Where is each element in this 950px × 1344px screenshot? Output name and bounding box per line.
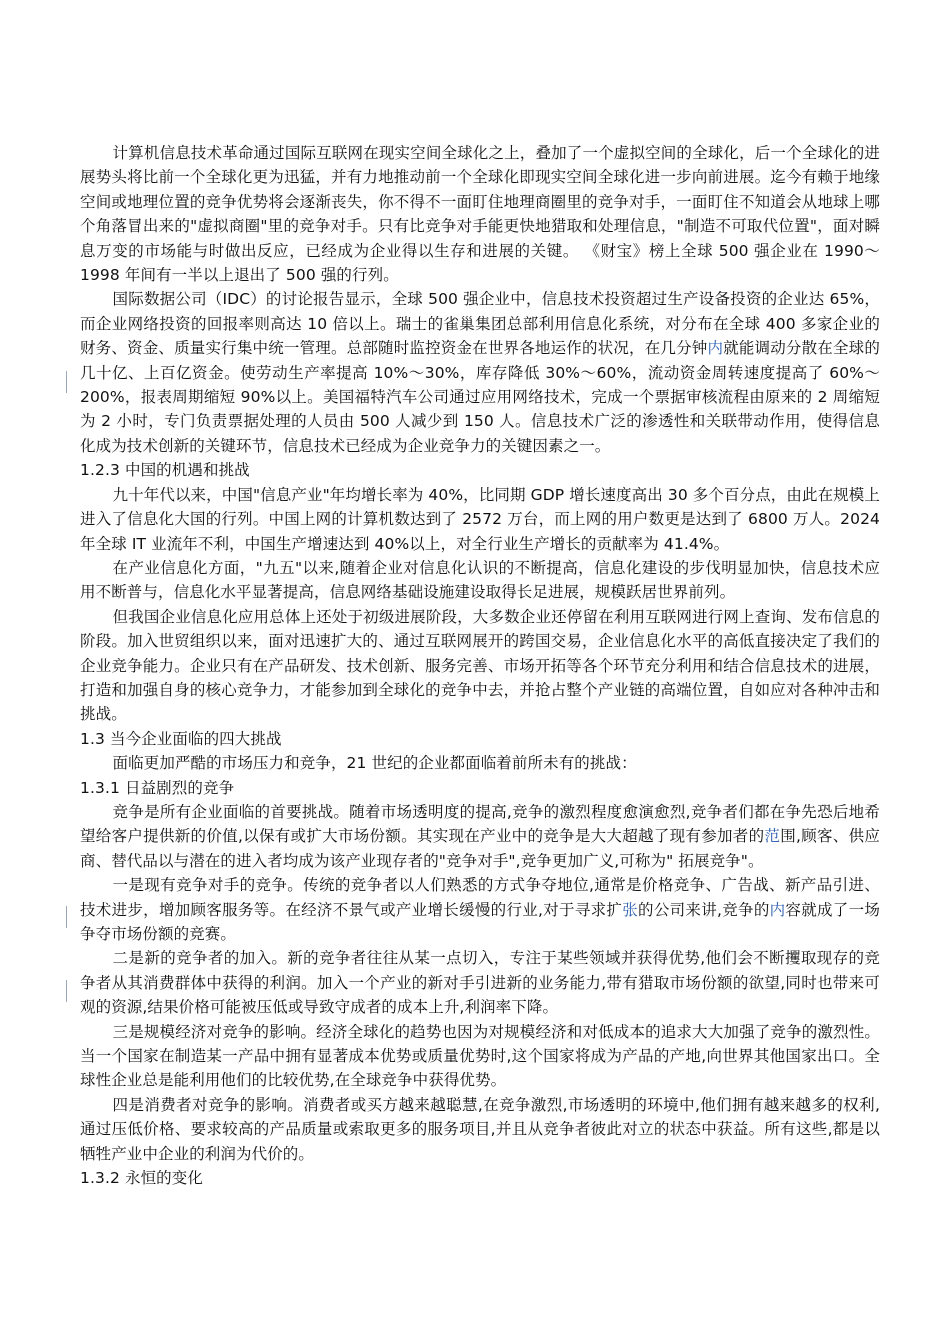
paragraph-text: 竞争是所有企业面临的首要挑战。随着市场透明度的提高,竞争的激烈程度愈演愈烈,竞争者们都在争先恐后地希望给客户提供新的价值,以保有或扩大市场份额。其实现在产业中的竞争是大大超越了现有参加者的 bbox=[80, 802, 880, 846]
paragraph: 但我国企业信息化应用总体上还处于初级进展阶段，大多数企业还停留在利用互联网进行网上查询、发布信息的阶段。加入世贸组织以来，面对迅速扩大的、通过互联网展开的跨国交易，企业信息化水平的高低直接决定了我们的企业竞争能力。企业只有在产品研发、技术创新、服务完善、市场开拓等各个环节充分利用和结合信息技术的进展，打造和加强自身的核心竞争力，才能参加到全球化的竞争中去，并抢占整个产业链的高端位置，自如应对各种冲击和挑战。 bbox=[80, 607, 880, 724]
paragraph-text: 容就成了一场争夺市场份额的竞赛。 bbox=[80, 900, 880, 943]
paragraph: 面临更加严酷的市场压力和竞争，21 世纪的企业都面临着前所未有的挑战： bbox=[112, 754, 637, 773]
paragraph: 计算机信息技术革命通过国际互联网在现实空间全球化之上，叠加了一个虚拟空间的全球化，后一个全球化的进展势头将比前一个全球化更为迅猛，并有力地推动前一个全球化即现实空间全球化进一步向前进展。迄今有赖于地缘空间或地理位置的竞争优势将会逐渐丧失，你不得不一面盯住地理商圈里的竞争对手，一面盯住不知道会从地球上哪个角落冒出来的"虚拟商圈"里的竞争对手。只有比竞争对手能更快地猎取和处理信息，"制造不可取代位置"，面对瞬息万变的市场能与时做出反应，已经成为企业得以生存和进展的关键。 《财宝》榜上全球 500 强企业在 1990～1998 年间有一半以上退出了 500 强的行列。 bbox=[80, 144, 880, 285]
tracked-change: 张 bbox=[622, 900, 639, 919]
paragraph: 在产业信息化方面，"九五"以来,随着企业对信息化认识的不断提高，信息化建设的步伐明显加快，信息技术应用不断普与，信息化水平显著提高，信息网络基础设施建设取得长足进展，规模跃居世界前列。 bbox=[80, 558, 880, 602]
section-heading: 1.2.3 中国的机遇和挑战 bbox=[80, 461, 250, 480]
paragraph bbox=[80, 873, 880, 946]
paragraph-text: 的公司来讲,竞争的 bbox=[638, 900, 770, 919]
revision-bar bbox=[66, 906, 67, 928]
paragraph-text: 就能调动分散在全球的几十亿、上百亿资金。使劳动生产率提高 10%～30%，库存降低 30%～60%，流动资金周转速度提高了 60%～200%，报表周期缩短 90%以上。美国福特汽车公司通过应用网络技术，完成一个票据审核流程由原来的 2 周缩短为 2 小时，专门负责票据处理的人员由 500 人减少到 150 人。信息技术广泛的渗透性和关联带动作用，使得信息化成为技术创新的关键环节，信息技术已经成为企业竞争力的关键因素之一。 bbox=[80, 339, 880, 455]
section-heading: 1.3.2 永恒的变化 bbox=[80, 1169, 203, 1188]
section-heading: 1.3.1 日益剧烈的竞争 bbox=[80, 778, 235, 797]
paragraph: 三是规模经济对竞争的影响。经济全球化的趋势也因为对规模经济和对低成本的追求大大加强了竞争的激烈性。当一个国家在制造某一产品中拥有显著成本优势或质量优势时,这个国家将成为产品的产地,向世界其他国家出口。全球性企业总是能利用他们的比较优势,在全球竞争中获得优势。 bbox=[80, 1022, 880, 1090]
paragraph: 四是消费者对竞争的影响。消费者或买方越来越聪慧,在竞争激烈,市场透明的环境中,他们拥有越来越多的权利,通过压低价格、要求较高的产品质量或索取更多的服务项目,并且从竞争者彼此对立的状态中获益。所有这些,都是以牺牲产业中企业的利润为代价的。 bbox=[80, 1095, 880, 1163]
paragraph bbox=[80, 800, 880, 873]
document-body bbox=[80, 141, 880, 1190]
tracked-change: 范 bbox=[764, 827, 781, 846]
paragraph: 二是新的竞争者的加入。新的竞争者往往从某一点切入，专注于某些领域并获得优势,他们会不断攫取现存的竞争者从其消费群体中获得的利润。加入一个产业的新对手引进新的业务能力,带有猎取市场份额的欲望,同时也带来可观的资源,结果价格可能被压低或导致守成者的成本上升,利润率下降。 bbox=[80, 949, 880, 1017]
tracked-change: 内 bbox=[707, 339, 724, 358]
paragraph bbox=[80, 287, 880, 458]
revision-bar bbox=[66, 371, 67, 393]
paragraph: 九十年代以来，中国"信息产业"年均增长率为 40%，比同期 GDP 增长速度高出 30 多个百分点，由此在规模上进入了信息化大国的行列。中国上网的计算机数达到了 2572 万台，而上网的用户数更是达到了 6800 万人。2024 年全球 IT 业流年不利，中国生产增速达到 40%以上，对全行业生产增长的贡献率为 41.4%。 bbox=[80, 485, 881, 553]
paragraph-text: 一是现有竞争对手的竞争。传统的竞争者以人们熟悉的方式争夺地位,通常是价格竞争、广告战、新产品引进、技术进步，增加顾客服务等。在经济不景气或产业增长缓慢的行业,对于寻求扩 bbox=[80, 876, 880, 919]
section-heading: 1.3 当今企业面临的四大挑战 bbox=[80, 729, 282, 748]
paragraph-text: 国际数据公司（IDC）的讨论报告显示，全球 500 强企业中，信息技术投资超过生产设备投资的企业达 65%，而企业网络投资的回报率则高达 10 倍以上。瑞士的雀巢集团总部利用信息化系统，对分布在全球 400 多家企业的财务、资金、质量实行集中统一管理。总部随时监控资金在世界各地运作的状况，在几分钟 bbox=[80, 290, 880, 358]
paragraph-text: 围,顾客、供应商、替代品以与潜在的进入者均成为该产业现存者的"竞争对手",竞争更加广义,可称为" 拓展竞争"。 bbox=[80, 827, 880, 870]
tracked-change: 内 bbox=[769, 900, 786, 919]
revision-bar bbox=[66, 980, 67, 1002]
